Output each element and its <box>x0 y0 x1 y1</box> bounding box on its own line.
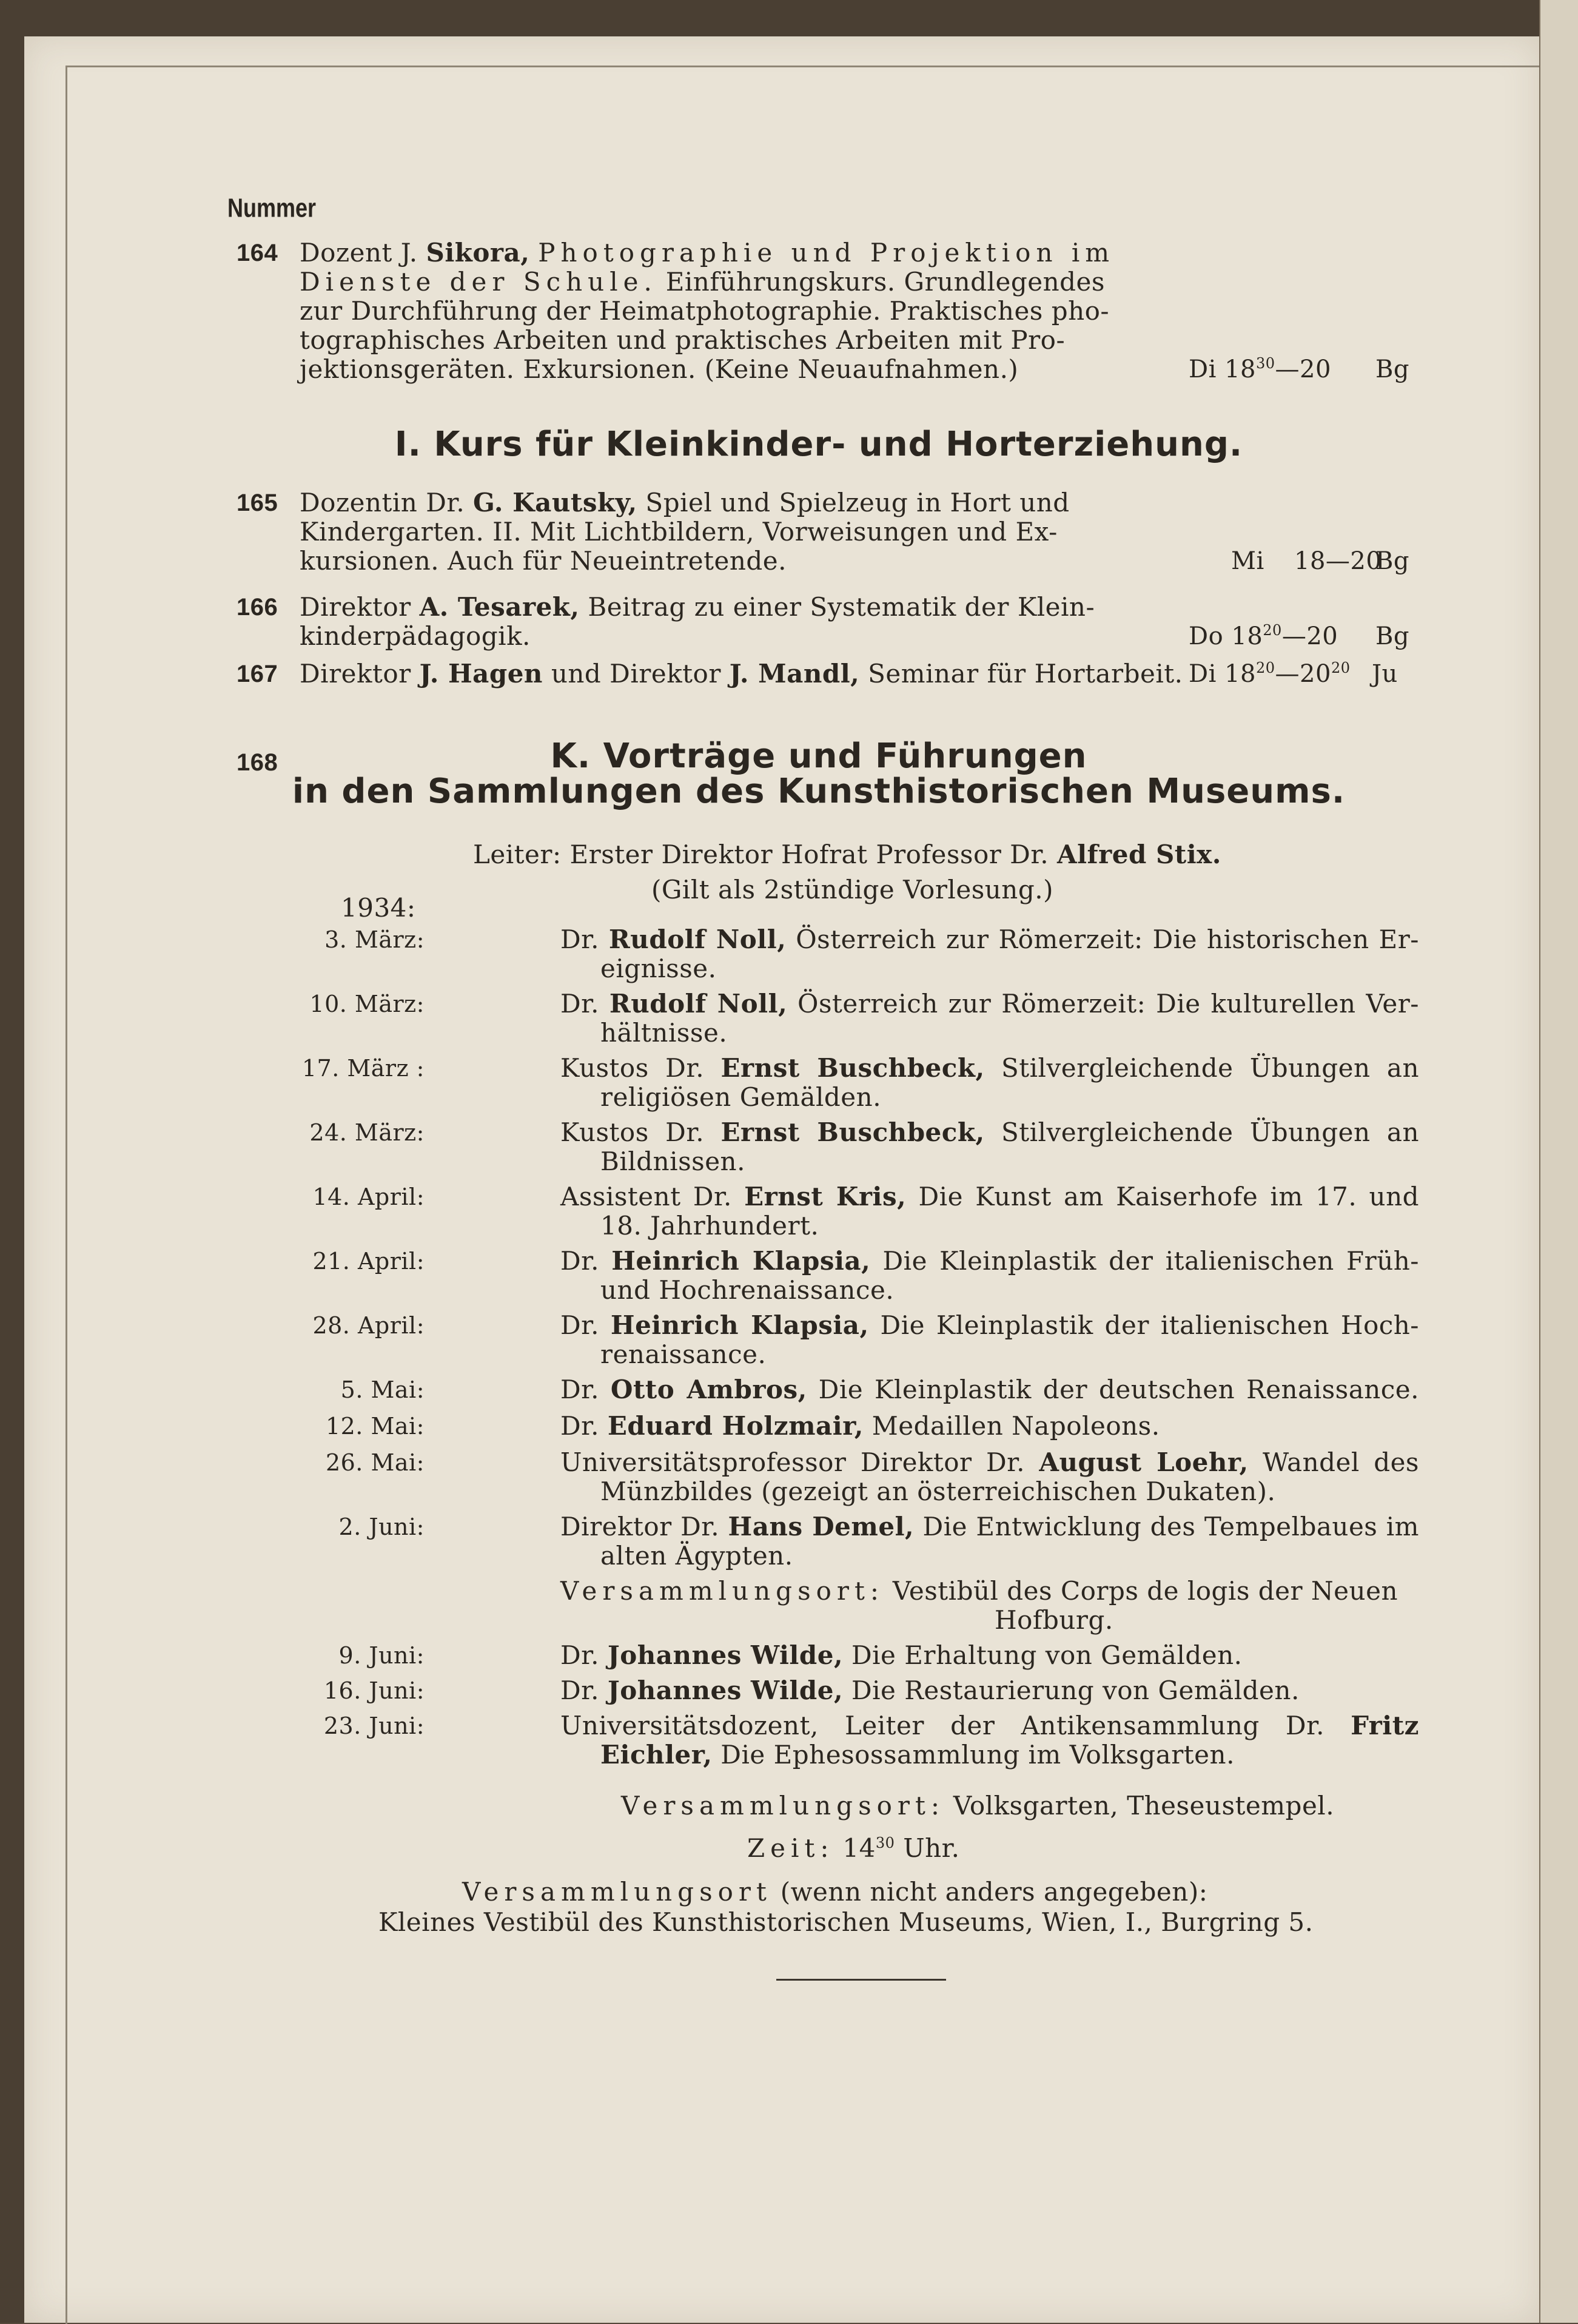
entry-165-line-2: Kindergarten. II. Mit Lichtbildern, Vorweisungen und Ex- <box>300 517 1058 547</box>
venue-demel-line-2: Hofburg. <box>995 1605 1113 1635</box>
next-page-edge <box>1540 0 1578 2323</box>
lecture-date: 12. Mai: <box>325 1413 425 1440</box>
entry-number-167: 167 <box>237 661 278 687</box>
entry-166-line-2: kinderpädagogik. <box>300 621 531 651</box>
lecture-line-cont: 18. Jahrhundert. <box>600 1211 819 1241</box>
section-K-year: 1934: <box>341 893 416 923</box>
section-K-note: (Gilt als 2stündige Vorlesung.) <box>651 875 1053 904</box>
entry-165-day: Mi <box>1231 547 1264 575</box>
entry-number-165: 165 <box>237 490 278 516</box>
entry-number-166: 166 <box>237 594 278 621</box>
entry-164-line-1: Dozent J. Sikora, Photographie und Projektion im <box>300 238 1115 268</box>
venue-default-line-1: Versammlungsort (wenn nicht anders angegeben): <box>462 1877 1208 1907</box>
lecture-date: 3. März: <box>324 926 425 953</box>
entry-166-room: Bg <box>1375 622 1409 650</box>
lecture-line: Dr. Otto Ambros, Die Kleinplastik der deutschen Renaissance. <box>560 1375 1420 1404</box>
footer-rule <box>776 1979 946 1981</box>
lecture-line-cont: und Hochrenaissance. <box>600 1275 895 1305</box>
lecture-line: Universitätsprofessor Direktor Dr. August Loehr, Wandel des <box>560 1447 1419 1477</box>
entry-165-room: Bg <box>1375 547 1409 575</box>
lecture-line: Dr. Rudolf Noll, Österreich zur Römerzeit: Die kulturellen Ver- <box>560 989 1419 1019</box>
entry-166-schedule: Do $18^{20}—20$ <box>1189 622 1338 650</box>
lecture-date: 17. März : <box>301 1055 425 1082</box>
lecture-line: Dr. Eduard Holzmair, Medaillen Napoleons. <box>560 1411 1160 1441</box>
entry-164-line-4: tographisches Arbeiten und praktisches Arbeiten mit Pro- <box>300 325 1066 355</box>
entry-167-room: Ju <box>1372 660 1398 688</box>
lecture-line: Dr. Heinrich Klapsia, Die Kleinplastik der italienischen Früh- <box>560 1246 1419 1276</box>
lecture-date: 26. Mai: <box>325 1449 425 1476</box>
lecture-line: Assistent Dr. Ernst Kris, Die Kunst am Kaiserhofe im 17. und <box>560 1182 1419 1211</box>
entry-165-line-3: kursionen. Auch für Neueintretende. <box>300 546 787 576</box>
entry-165-line-1: Dozentin Dr. G. Kautsky, Spiel und Spielzeug in Hort und <box>300 488 1070 517</box>
lecture-line: Direktor Dr. Hans Demel, Die Entwicklung des Tempelbaues im <box>560 1512 1420 1541</box>
lecture-line: Kustos Dr. Ernst Buschbeck, Stilvergleichende Übungen an <box>560 1117 1419 1147</box>
venue-demel-line-1: Versammlungsort: Vestibül des Corps de logis der Neuen <box>560 1576 1398 1606</box>
entry-166-line-1: Direktor A. Tesarek, Beitrag zu einer Systematik der Klein- <box>300 592 1095 622</box>
section-I-heading: I. Kurs für Kleinkinder- und Horterziehung. <box>394 425 1243 464</box>
lecture-line: Dr. Heinrich Klapsia, Die Kleinplastik der italienischen Hoch- <box>560 1310 1420 1340</box>
lecture-date: 16. Juni: <box>323 1677 425 1704</box>
time-note: Zeit: $14^{30}$ Uhr. <box>747 1833 960 1863</box>
entry-164-line-5: jektionsgeräten. Exkursionen. (Keine Neuaufnahmen.) <box>300 354 1019 384</box>
lecture-line: Universitätsdozent, Leiter der Antikensammlung Dr. Fritz <box>560 1711 1419 1740</box>
lecture-date: 23. Juni: <box>323 1713 425 1739</box>
entry-167-schedule: Di $18^{20}—20^{20}$ <box>1189 659 1351 688</box>
lecture-line: Dr. Johannes Wilde, Die Erhaltung von Gemälden. <box>560 1640 1243 1670</box>
lecture-date: 2. Juni: <box>338 1514 425 1540</box>
lecture-line-cont: Münzbildes (gezeigt an österreichischen Dukaten). <box>600 1477 1276 1506</box>
entry-164-room: Bg <box>1375 355 1409 383</box>
lecture-date: 14. April: <box>312 1184 425 1210</box>
entry-number-164: 164 <box>237 240 278 266</box>
section-K-heading-line-2: in den Sammlungen des Kunsthistorischen Museums. <box>292 772 1346 811</box>
lecture-date: 21. April: <box>312 1248 425 1275</box>
lecture-line-cont: alten Ägypten. <box>600 1541 793 1571</box>
lecture-line-cont: renaissance. <box>600 1339 767 1369</box>
venue-default-line-2: Kleines Vestibül des Kunsthistorischen Museums, Wien, I., Burgring 5. <box>378 1907 1314 1937</box>
section-K-leader: Leiter: Erster Direktor Hofrat Professor Dr. Alfred Stix. <box>473 840 1221 869</box>
lecture-date: 24. März: <box>309 1119 425 1146</box>
lecture-date: 5. Mai: <box>340 1376 425 1403</box>
lecture-line: Dr. Rudolf Noll, Österreich zur Römerzeit: Die historischen Er- <box>560 925 1419 954</box>
column-label: Nummer <box>227 192 317 223</box>
lecture-line-cont: hältnisse. <box>600 1018 728 1048</box>
entry-164-line-3: zur Durchführung der Heimatphotographie. Praktisches pho- <box>300 296 1110 326</box>
venue-eichler: Versammlungsort: Volksgarten, Theseustempel. <box>621 1791 1335 1820</box>
entry-164-schedule: Di $18^{30}—20$ <box>1189 355 1331 383</box>
lecture-line-cont: Bildnissen. <box>600 1147 745 1176</box>
lecture-line: Dr. Johannes Wilde, Die Restaurierung von Gemälden. <box>560 1676 1300 1705</box>
lecture-date: 10. März: <box>309 991 425 1017</box>
entry-165-time: 18—20 <box>1294 547 1382 575</box>
lecture-line: Kustos Dr. Ernst Buschbeck, Stilvergleichende Übungen an <box>560 1053 1419 1083</box>
lecture-date: 9. Juni: <box>338 1642 425 1669</box>
entry-164-line-2: Dienste der Schule. Einführungskurs. Grundlegendes <box>300 267 1105 297</box>
lecture-date: 28. April: <box>312 1312 425 1339</box>
section-K-heading-line-1: K. Vorträge und Führungen <box>550 736 1087 776</box>
entry-number-168: 168 <box>237 749 278 776</box>
lecture-line-cont: Eichler, Die Ephesossammlung im Volksgarten. <box>600 1740 1235 1770</box>
entry-167-line-1: Direktor J. Hagen und Direktor J. Mandl, Seminar für Hortarbeit. <box>300 659 1183 689</box>
lecture-line-cont: religiösen Gemälden. <box>600 1082 882 1112</box>
lecture-line-cont: eignisse. <box>600 954 717 983</box>
